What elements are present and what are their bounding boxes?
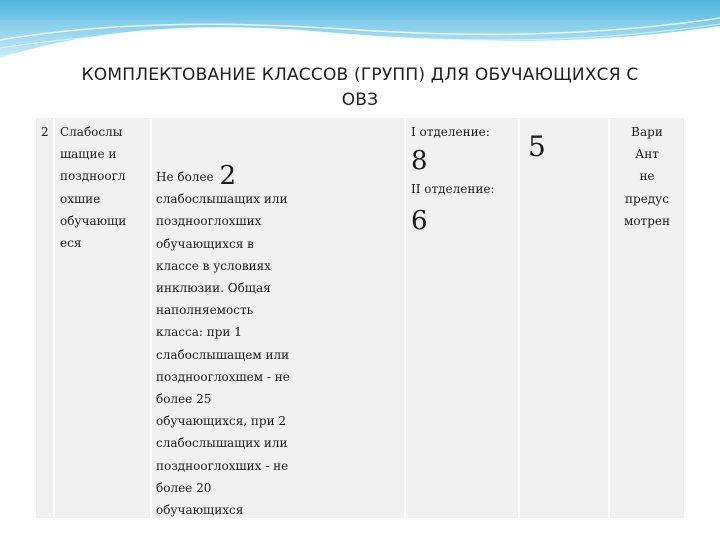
description-line: наполняемость (156, 303, 254, 318)
description-line: слабослышащих или (156, 192, 288, 207)
description-line: слабослышащем или (156, 347, 290, 362)
occupancy-description (156, 161, 331, 521)
variant-note-line: предус (625, 191, 669, 206)
row-number: 2 (41, 125, 49, 139)
description-line: класса: при 1 (156, 325, 242, 340)
variant-note-line: мотрен (624, 213, 670, 228)
category-name-line: еся (60, 236, 82, 251)
category-name-line: Слабослы (60, 125, 123, 139)
description-line: обучающихся в (156, 236, 254, 251)
page-title-line-2: ОВЗ (341, 90, 379, 110)
description-line: слабослышащих или (156, 436, 288, 451)
category-name-line: охшие (60, 191, 101, 206)
occupancy-limit-prefix: Не более (156, 170, 214, 184)
description-line: более 20 (156, 480, 212, 495)
column-divider (518, 118, 520, 518)
department-2-value: 6 (411, 206, 428, 236)
category-name-line: шащие и (60, 147, 117, 162)
variant-note-line: не (639, 169, 655, 184)
description-line: обучающихся (156, 503, 244, 518)
column-5-value: 5 (528, 130, 546, 163)
column-divider (53, 118, 55, 518)
description-line: более 25 (156, 392, 212, 407)
description-line: позднооглохших (156, 214, 262, 229)
classes-table (36, 118, 684, 518)
description-line: обучающихся, при 2 (156, 414, 287, 429)
category-name-line: обучающи (60, 213, 127, 228)
variant-note (610, 121, 684, 232)
department-2-label: II отделение: (411, 182, 495, 196)
description-line: инклюзии. Общая (156, 281, 271, 296)
department-1-value: 8 (411, 146, 428, 176)
description-line: классе в условиях (156, 258, 271, 273)
decorative-wave-header (0, 0, 720, 70)
occupancy-limit (156, 161, 331, 191)
category-name-line: поздноогл (60, 169, 126, 184)
department-1-label: I отделение: (411, 125, 490, 139)
page-title-line-1: КОМПЛЕКТОВАНИЕ КЛАССОВ (ГРУПП) ДЛЯ ОБУЧАЮЩИХСЯ С (81, 65, 639, 85)
occupancy-limit-value: 2 (219, 161, 237, 191)
category-name (60, 121, 152, 254)
variant-note-line: Вари (631, 125, 663, 139)
column-divider (404, 118, 406, 518)
description-line: позднооглохшем - не (156, 369, 290, 384)
page-title (20, 63, 700, 113)
description-line: позднооглохших - не (156, 458, 289, 473)
variant-note-line: Ант (635, 147, 659, 162)
